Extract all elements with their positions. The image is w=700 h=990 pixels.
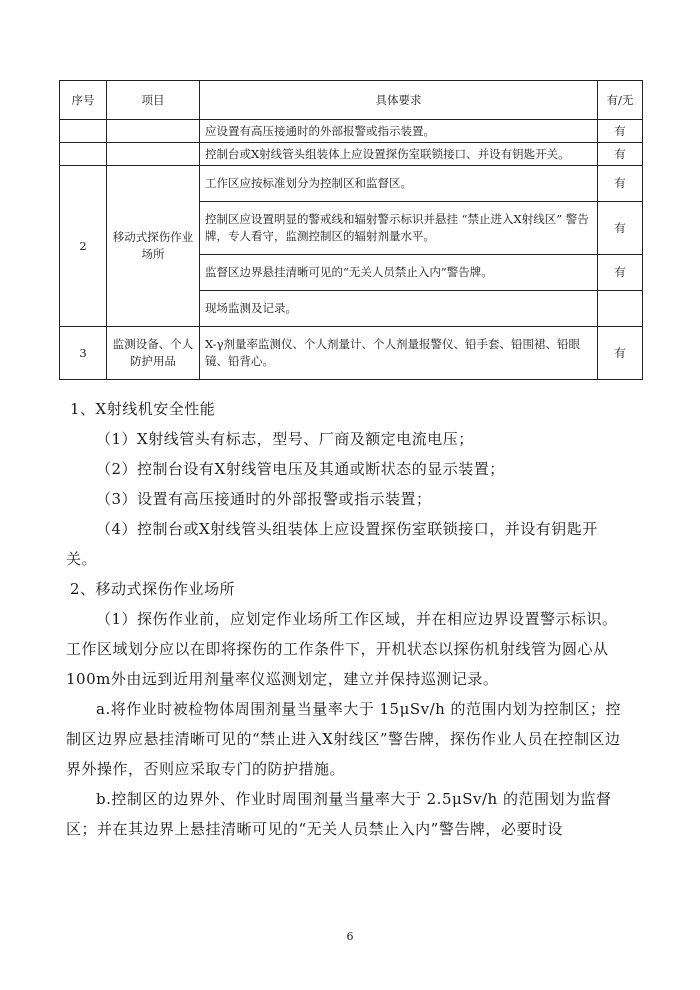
page-number: 6 [346,930,354,943]
paragraph: （1）探伤作业前，应划定作业场所工作区域，并在相应边界设置警示标识。工作区域划分应以在即将探伤的工作条件下，开机状态以探伤机射线管为圆心从100m外由远到近用剂量率仪巡测划定，建立并保持巡测记录。 [66,610,618,688]
cell-yes-no: 有 [598,255,643,291]
paragraph: b.控制区的边界外、作业时周围剂量当量率大于 2.5μSv/h 的范围划为监督区；并在其边界上悬挂清晰可见的“无关人员禁止入内”警告牌，必要时设 [66,790,612,838]
cell-yes-no: 有 [598,120,643,143]
table-row [60,120,643,143]
cell-requirement: 控制台或X射线管头组装体上应设置探伤室联锁接口、并设有钥匙开关。 [200,143,598,166]
table-row [60,327,643,380]
cell-requirement: 工作区应按标准划分为控制区和监督区。 [200,166,598,202]
table-header-row [60,81,643,120]
cell-requirement: 现场监测及记录。 [200,291,598,327]
paragraph: a.将作业时被检物体周围剂量当量率大于 15μSv/h 的范围内划为控制区；控制区边界应悬挂清晰可见的“禁止进入X射线区”警告牌，探伤作业人员在控制区边界外操作，否则应采取专门的防护措施。 [66,700,622,778]
cell-requirement: 应设置有高压接通时的外部报警或指示装置。 [200,120,598,143]
table-row [60,143,643,166]
paragraph: （4）控制台或X射线管头组装体上应设置探伤室联锁接口，并设有钥匙开关。 [66,520,598,568]
cell-no-group2: 2 [60,166,107,327]
cell-no [60,143,107,166]
cell-requirement: X-γ剂量率监测仪、个人剂量计、个人剂量报警仪、铅手套、铅围裙、铅眼镜、铅背心。 [200,327,598,380]
cell-yes-no: 有 [598,143,643,166]
section-1-title: 1、X射线机安全性能 [70,400,216,418]
header-no: 序号 [60,81,107,120]
header-yes-no: 有/无 [598,81,643,120]
requirements-table [59,80,643,380]
cell-requirement: 控制区应设置明显的警戒线和辐射警示标识并悬挂 “禁止进入X射线区” 警告牌，专人看守，监测控制区的辐射剂量水平。 [200,202,598,255]
cell-yes-no: 有 [598,202,643,255]
cell-item-group3: 监测设备、个人防护用品 [107,327,200,380]
body-text [66,394,626,844]
cell-yes-no [598,291,643,327]
table-row [60,166,643,202]
paragraph: （2）控制台设有X射线管电压及其通或断状态的显示装置； [96,460,505,478]
section-2-title: 2、移动式探伤作业场所 [70,580,236,598]
cell-yes-no: 有 [598,327,643,380]
header-requirement: 具体要求 [200,81,598,120]
cell-no [60,120,107,143]
cell-yes-no: 有 [598,166,643,202]
cell-item-group2: 移动式探伤作业场所 [107,166,200,327]
paragraph: （3）设置有高压接通时的外部报警或指示装置； [96,490,432,508]
cell-requirement: 监督区边界悬挂清晰可见的“无关人员禁止入内”警告牌。 [200,255,598,291]
cell-item [107,120,200,143]
header-item: 项目 [107,81,200,120]
paragraph: （1）X射线管头有标志，型号、厂商及额定电流电压； [96,430,474,448]
cell-no-group3: 3 [60,327,107,380]
cell-item [107,143,200,166]
